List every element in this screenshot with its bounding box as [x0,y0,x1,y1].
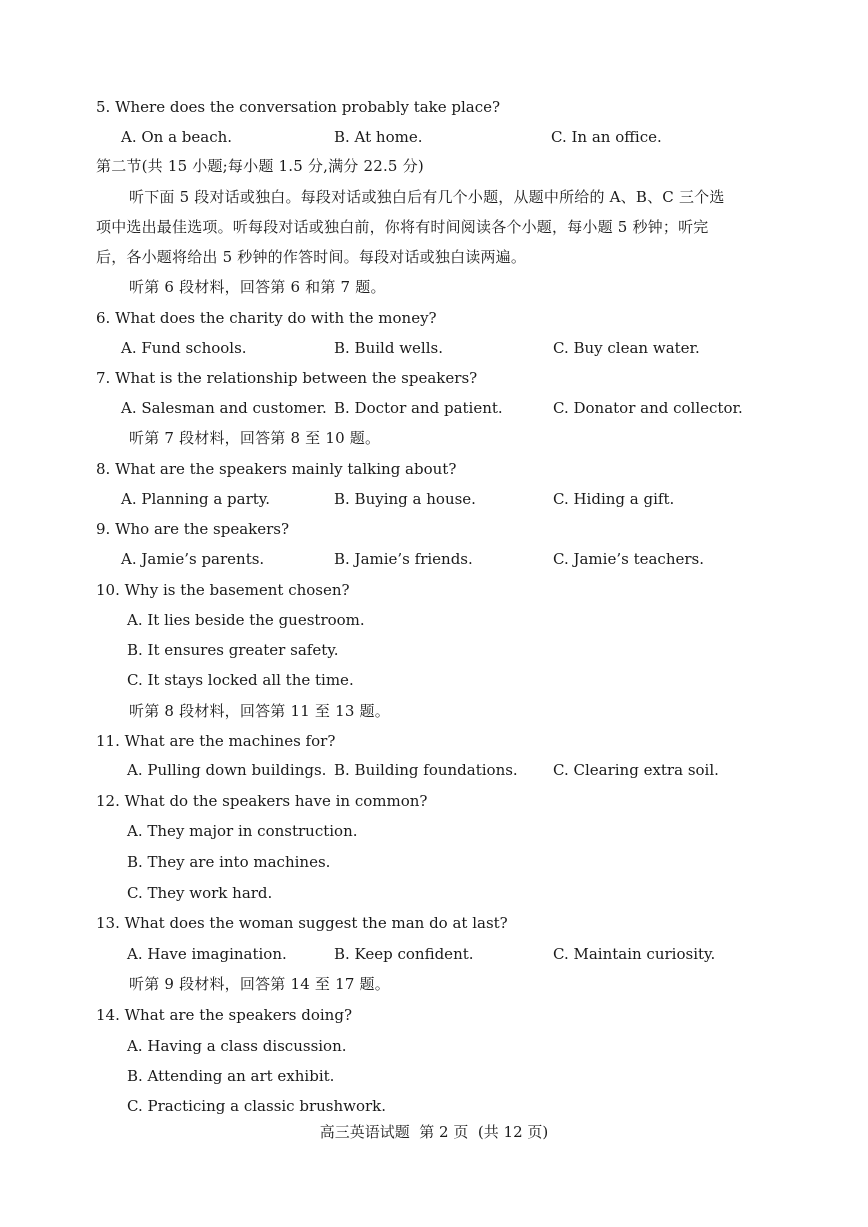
question-6: 6. What does the charity do with the money? [96,309,437,327]
option-10a: A. It lies beside the guestroom. [127,611,365,629]
option-13c: C. Maintain curiosity. [553,945,716,963]
option-10b: B. It ensures greater safety. [127,641,339,659]
option-7b: B. Doctor and patient. [334,399,503,417]
option-8b: B. Buying a house. [334,490,476,508]
option-12b: B. They are into machines. [127,853,331,871]
question-7: 7. What is the relationship between the speakers? [96,369,478,387]
option-8a: A. Planning a party. [121,490,271,508]
question-10: 10. Why is the basement chosen? [96,581,350,599]
question-14: 14. What are the speakers doing? [96,1006,352,1024]
option-7c: C. Donator and collector. [553,399,743,417]
option-12c: C. They work hard. [127,884,273,902]
option-11b: B. Building foundations. [334,761,518,779]
option-14c: C. Practicing a classic brushwork. [127,1097,387,1115]
option-6c: C. Buy clean water. [553,339,700,357]
option-12a: A. They major in construction. [127,822,358,840]
option-9c: C. Jamie’s teachers. [553,550,704,568]
option-5a: A. On a beach. [121,128,233,146]
option-8c: C. Hiding a gift. [553,490,675,508]
option-7a: A. Salesman and customer. [121,399,327,417]
intro-text-9: 听第 9 段材料，回答第 14 至 17 题。 [129,975,390,993]
option-6b: B. Build wells. [334,339,443,357]
question-9: 9. Who are the speakers? [96,520,290,538]
option-11a: A. Pulling down buildings. [127,761,327,779]
intro-text-6: 听第 6 段材料，回答第 6 和第 7 题。 [129,278,386,296]
question-13: 13. What does the woman suggest the man do at last? [96,914,508,932]
option-9a: A. Jamie’s parents. [121,550,265,568]
option-13a: A. Have imagination. [127,945,287,963]
option-9b: B. Jamie’s friends. [334,550,473,568]
question-5: 5. Where does the conversation probably take place? [96,98,501,116]
option-14b: B. Attending an art exhibit. [127,1067,335,1085]
option-5b: B. At home. [334,128,423,146]
intro-text-7: 听第 7 段材料，回答第 8 至 10 题。 [129,429,381,447]
option-13b: B. Keep confident. [334,945,474,963]
option-5c: C. In an office. [551,128,662,146]
question-11: 11. What are the machines for? [96,732,336,750]
option-10c: C. It stays locked all the time. [127,671,354,689]
instruction-line-1: 听下面 5 段对话或独白。每段对话或独白后有几个小题，从题中所给的 A、B、C 三个选 [129,188,725,206]
option-11c: C. Clearing extra soil. [553,761,719,779]
intro-text-8: 听第 8 段材料，回答第 11 至 13 题。 [129,702,390,720]
instruction-line-2: 项中选出最佳选项。听每段对话或独白前，你将有时间阅读各个小题，每小题 5 秒钟；听完 [96,218,709,236]
option-14a: A. Having a class discussion. [127,1037,347,1055]
option-6a: A. Fund schools. [121,339,247,357]
page-footer: 高三英语试题 第 2 页 (共 12 页) [319,1123,549,1141]
instruction-line-3: 后，各小题将给出 5 秒钟的作答时间。每段对话或独白读两遍。 [96,248,527,266]
section-header: 第二节(共 15 小题;每小题 1.5 分,满分 22.5 分) [96,157,424,175]
question-8: 8. What are the speakers mainly talking about? [96,460,457,478]
question-12: 12. What do the speakers have in common? [96,792,428,810]
